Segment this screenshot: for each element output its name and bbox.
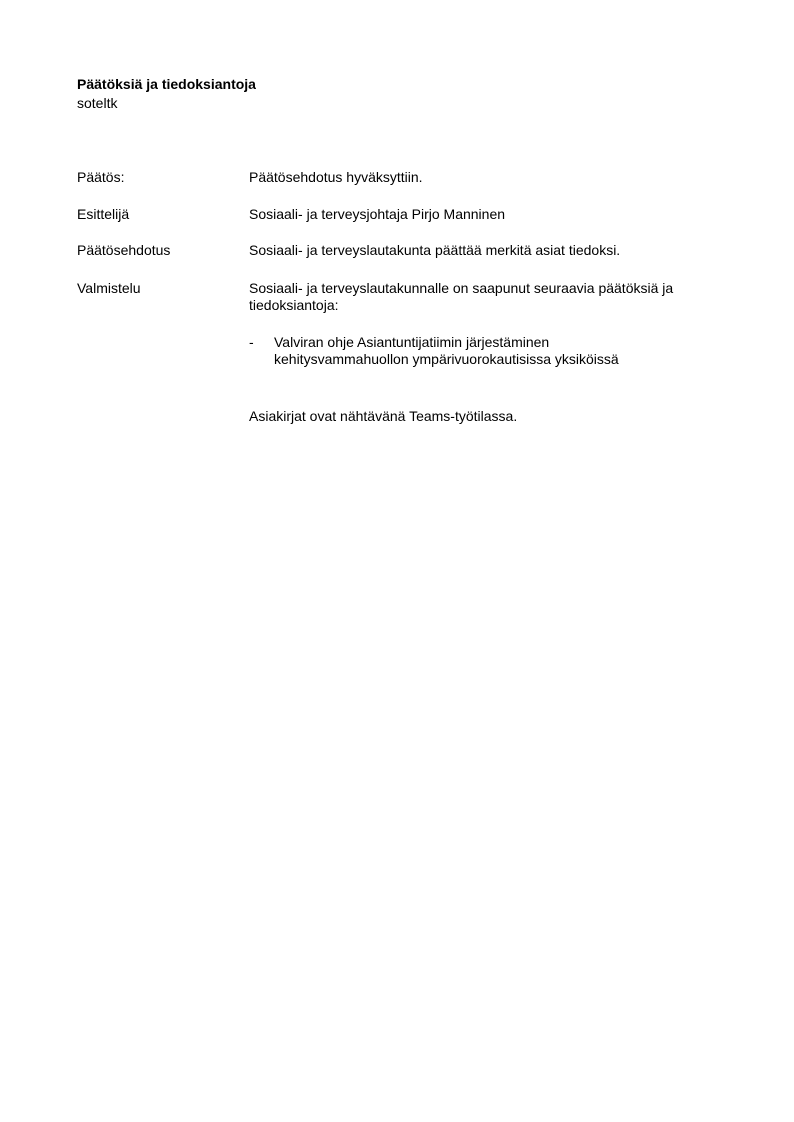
list-item-marker: - <box>249 334 254 350</box>
field-label-valmistelu: Valmistelu <box>77 280 141 296</box>
list-item-line-1: Valviran ohje Asiantuntijatiimin järjestäminen <box>274 334 550 350</box>
field-value-valmistelu: Sosiaali- ja terveyslautakunnalle on saapunut seuraavia päätöksiä ja tiedoksiantoja: <box>249 280 674 313</box>
list-item-line-2: kehitysvammahuollon ympärivuorokautisissa yksiköissä <box>274 351 619 367</box>
document-title: Päätöksiä ja tiedoksiantoja <box>77 76 256 92</box>
list-item-text <box>274 334 729 368</box>
attachments-note: Asiakirjat ovat nähtävänä Teams-työtilassa. <box>249 408 518 424</box>
document-subtitle: soteltk <box>77 95 118 111</box>
field-label-paatos: Päätös: <box>77 169 125 185</box>
field-value-esittelija: Sosiaali- ja terveysjohtaja Pirjo Manninen <box>249 206 506 222</box>
field-label-esittelija: Esittelijä <box>77 206 130 222</box>
field-value-paatos: Päätösehdotus hyväksyttiin. <box>249 169 423 185</box>
field-label-paatosehdotus: Päätösehdotus <box>77 242 171 258</box>
field-value-paatosehdotus: Sosiaali- ja terveyslautakunta päättää merkitä asiat tiedoksi. <box>249 242 621 258</box>
